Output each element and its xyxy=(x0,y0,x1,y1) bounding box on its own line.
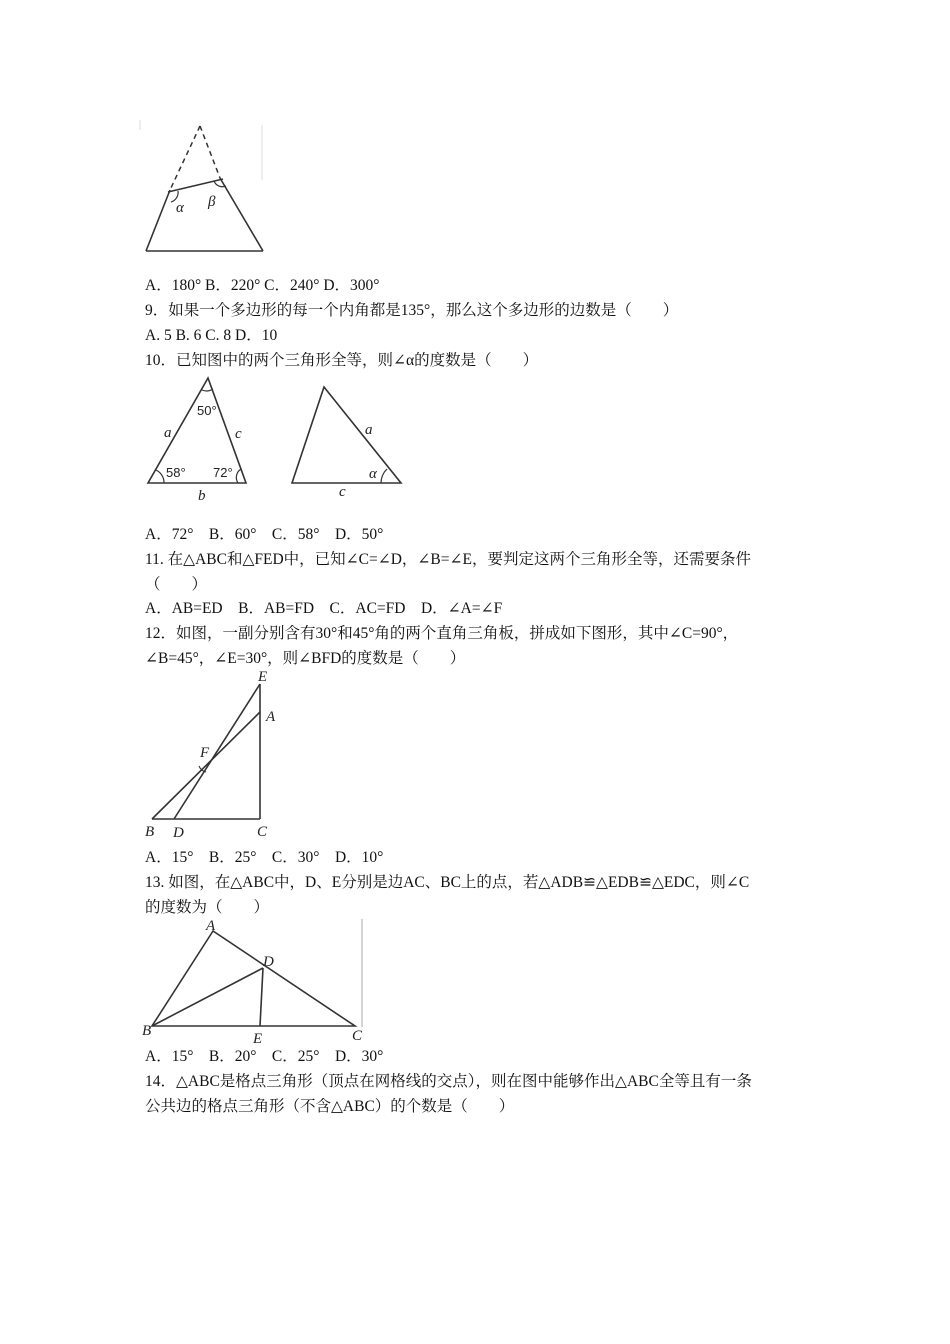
q10-right-side-a: a xyxy=(365,422,373,438)
q10-right-side-c: c xyxy=(339,484,346,500)
q9-stem: 9．如果一个多边形的每一个内角都是135°，那么这个多边形的边数是（ ） xyxy=(145,302,679,319)
q8-alpha-label: α xyxy=(176,200,184,216)
q13-figure xyxy=(140,917,370,1047)
q8-beta-label: β xyxy=(208,194,216,210)
q10-left-side-a: a xyxy=(164,425,172,441)
q9-options: A. 5 B. 6 C. 8 D．10 xyxy=(145,327,278,344)
q12-figure xyxy=(140,668,290,844)
q10-stem: 10．已知图中的两个三角形全等，则∠α的度数是（ ） xyxy=(145,352,539,369)
q13-stem-line1: 13. 如图，在△ABC中，D、E分别是边AC、BC上的点，若△ADB≌△EDB≌△EDC，则∠C xyxy=(145,874,750,891)
q13-label-C: C xyxy=(352,1028,363,1044)
q13-options: A．15° B．20° C．25° D．30° xyxy=(145,1048,384,1065)
q12-label-F: F xyxy=(200,745,210,761)
q13-label-D: D xyxy=(263,954,274,970)
q12-label-E: E xyxy=(258,669,268,685)
q12-options: A．15° B．25° C．30° D．10° xyxy=(145,849,384,866)
q12-label-B: B xyxy=(145,824,155,840)
q13-label-E: E xyxy=(253,1031,263,1047)
q11-options: A．AB=ED B．AB=FD C．AC=FD D．∠A=∠F xyxy=(145,600,503,617)
q13-label-B: B xyxy=(142,1023,152,1039)
q11-stem-line1: 11. 在△ABC和△FED中，已知∠C=∠D，∠B=∠E，要判定这两个三角形全等，还需要条件 xyxy=(145,551,751,568)
q10-right-angle-alpha: α xyxy=(369,466,377,482)
q11-stem-line2: （ ） xyxy=(145,576,208,593)
q12-label-C: C xyxy=(257,824,268,840)
q13-label-A: A xyxy=(206,918,216,934)
q12-stem-line2: ∠B=45°，∠E=30°，则∠BFD的度数是（ ） xyxy=(145,650,466,667)
q10-left-angle-top: 50° xyxy=(197,403,217,418)
q8-figure xyxy=(140,120,270,260)
q14-stem-line1: 14．△ABC是格点三角形（顶点在网格线的交点），则在图中能够作出△ABC全等且有一条 xyxy=(145,1073,752,1090)
q10-figure xyxy=(140,372,410,504)
q10-left-side-c: c xyxy=(235,426,242,442)
q12-stem-line1: 12．如图，一副分别含有30°和45°角的两个直角三角板，拼成如下图形，其中∠C=90°， xyxy=(145,625,739,642)
q12-label-D: D xyxy=(173,825,184,841)
q13-stem-line2: 的度数为（ ） xyxy=(145,899,270,916)
q10-left-side-b: b xyxy=(198,488,206,504)
q10-left-angle-right: 72° xyxy=(213,465,233,480)
q10-left-angle-left: 58° xyxy=(166,465,186,480)
q12-label-A: A xyxy=(266,709,276,725)
q10-options: A．72° B．60° C．58° D．50° xyxy=(145,526,384,543)
q8-options: A．180° B．220° C．240° D．300° xyxy=(145,277,380,294)
q14-stem-line2: 公共边的格点三角形（不含△ABC）的个数是（ ） xyxy=(145,1098,515,1115)
